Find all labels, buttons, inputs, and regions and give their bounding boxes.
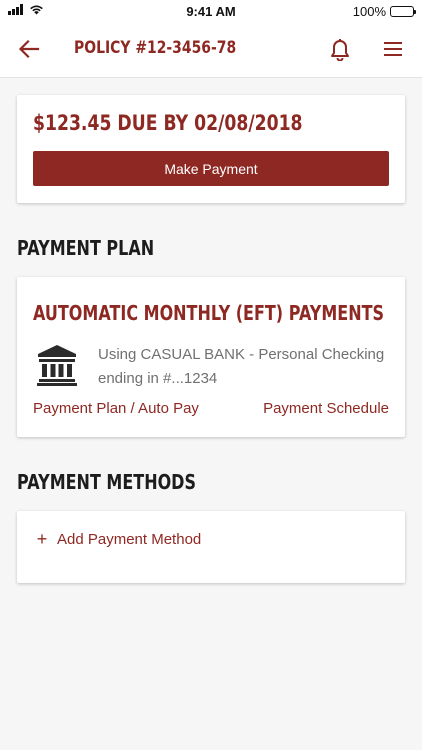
add-payment-method-label: Add Payment Method (57, 530, 202, 548)
status-bar (0, 0, 422, 24)
payment-methods-card (17, 511, 405, 583)
payment-plan-heading: AUTOMATIC MONTHLY (EFT) PAYMENTS (33, 301, 385, 325)
payment-schedule-link[interactable]: Payment Schedule (263, 400, 389, 417)
bell-icon[interactable] (329, 37, 351, 61)
status-right (353, 4, 414, 19)
battery-icon (390, 6, 414, 17)
hamburger-menu-icon[interactable] (382, 38, 404, 60)
amount-due-card (17, 95, 405, 203)
plus-icon: + (36, 529, 48, 549)
make-payment-button[interactable]: Make Payment (33, 151, 389, 186)
bank-icon (37, 344, 77, 386)
app-header (0, 24, 422, 78)
battery-percent: 100% (352, 4, 386, 19)
add-payment-method-button[interactable] (35, 530, 201, 548)
arrow-left-icon[interactable] (18, 38, 40, 60)
payment-methods-section-title: PAYMENT METHODS (17, 470, 196, 494)
payment-plan-card (17, 277, 405, 437)
amount-due-title: $123.45 DUE BY 02/08/2018 (33, 111, 303, 135)
bank-account-text: Using CASUAL BANK - Personal Checking ending in #...1234 (98, 346, 385, 387)
payment-plan-autopay-link[interactable]: Payment Plan / Auto Pay (33, 400, 199, 417)
payment-plan-section-title: PAYMENT PLAN (17, 236, 155, 260)
page-title: POLICY #12-3456-78 (74, 38, 237, 58)
status-time: 9:41 AM (186, 4, 236, 19)
